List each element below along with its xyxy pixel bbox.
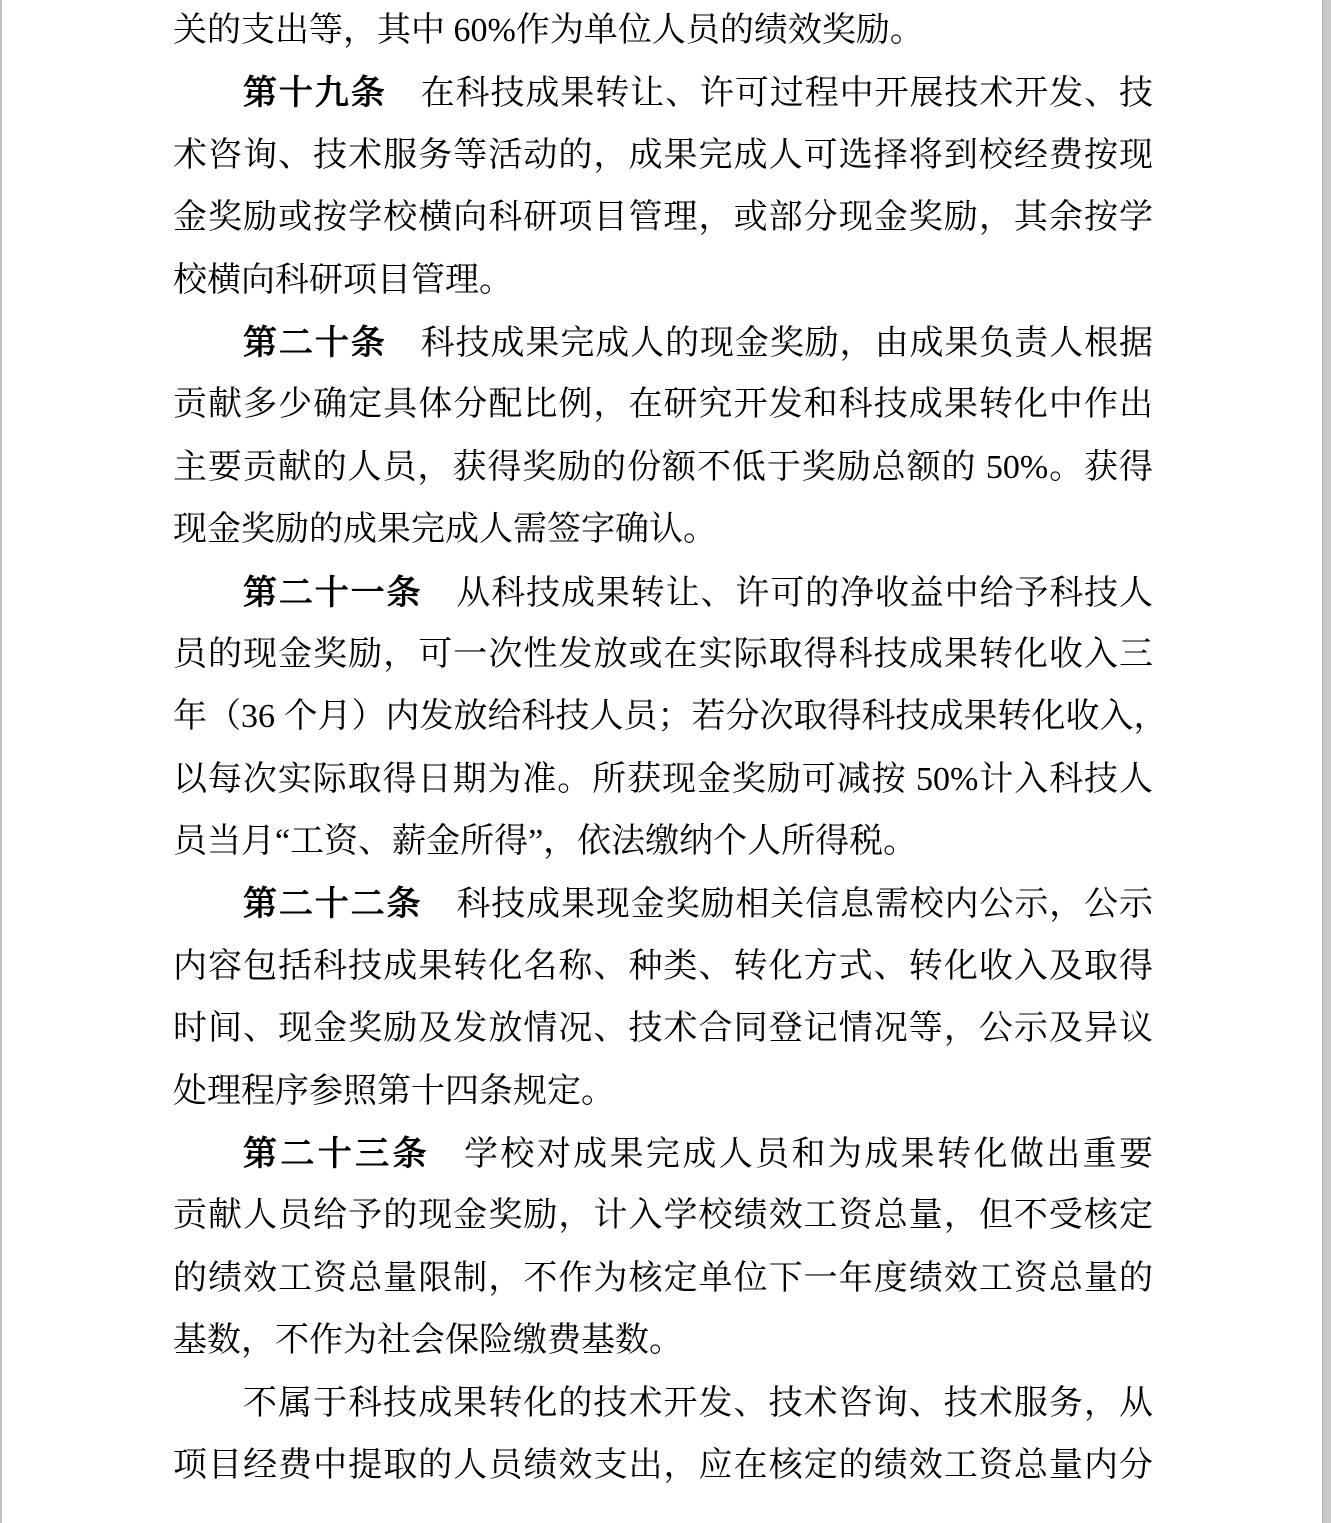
line-text: 从科技成果转让、许可的净收益中给予科技人	[456, 574, 1153, 612]
text-line	[173, 1435, 1153, 1497]
line-text: 现金奖励的成果完成人需签字确认。	[173, 511, 717, 549]
text-line	[173, 1310, 1153, 1372]
line-text: 在科技成果转让、许可过程中开展技术开发、技	[420, 75, 1154, 113]
line-text: 年（36 个月）内发放给科技人员；若分次取得科技成果转化收入，	[173, 698, 1168, 736]
text-line	[173, 562, 1153, 624]
text-line	[173, 187, 1153, 249]
text-line	[173, 0, 1153, 62]
text-line	[173, 125, 1153, 187]
line-text: 贡献多少确定具体分配比例，在研究开发和科技成果转化中作出	[173, 386, 1153, 424]
line-text: 科技成果现金奖励相关信息需校内公示，公示	[456, 886, 1153, 924]
text-line	[173, 998, 1153, 1060]
line-text: 内容包括科技成果转化名称、种类、转化方式、转化收入及取得	[173, 947, 1153, 985]
line-text: 以每次实际取得日期为准。所获现金奖励可减按 50%计入科技人	[173, 760, 1153, 798]
text-line	[173, 1248, 1153, 1310]
text-line	[173, 1061, 1153, 1123]
text-line	[173, 250, 1153, 312]
text-line	[173, 749, 1153, 811]
page-right-edge-strip	[1322, 0, 1331, 1523]
document-text-block	[173, 0, 1168, 1497]
line-text: 不属于科技成果转化的技术开发、技术咨询、技术服务，从	[243, 1384, 1153, 1422]
line-text: 时间、现金奖励及发放情况、技术合同登记情况等，公示及异议	[173, 1010, 1153, 1048]
text-line	[173, 62, 1153, 124]
article-number: 第二十三条	[243, 1135, 430, 1174]
line-text: 主要贡献的人员，获得奖励的份额不低于奖励总额的 50%。获得	[173, 448, 1153, 486]
line-text: 学校对成果完成人员和为成果转化做出重要	[463, 1136, 1154, 1174]
line-text: 术咨询、技术服务等活动的，成果完成人可选择将到校经费按现	[173, 136, 1153, 174]
text-line	[173, 624, 1153, 686]
text-line	[173, 1123, 1153, 1185]
article-number: 第二十条	[243, 323, 387, 362]
article-number: 第二十二条	[243, 885, 423, 924]
line-text: 贡献人员给予的现金奖励，计入学校绩效工资总量，但不受核定	[173, 1197, 1153, 1235]
line-text: 的绩效工资总量限制，不作为核定单位下一年度绩效工资总量的	[173, 1259, 1153, 1297]
line-text: 员的现金奖励，可一次性发放或在实际取得科技成果转化收入三	[173, 635, 1153, 673]
line-text: 基数，不作为社会保险缴费基数。	[173, 1322, 683, 1360]
text-line	[173, 1185, 1153, 1247]
text-line	[173, 499, 1153, 561]
line-text: 科技成果完成人的现金奖励，由成果负责人根据	[420, 324, 1154, 362]
line-text: 金奖励或按学校横向科研项目管理，或部分现金奖励，其余按学	[173, 199, 1153, 237]
text-line	[173, 873, 1153, 935]
line-text: 项目经费中提取的人员绩效支出，应在核定的绩效工资总量内分	[173, 1446, 1153, 1484]
page-left-edge-line	[0, 0, 2, 1523]
text-line	[173, 312, 1153, 374]
text-line	[173, 936, 1153, 998]
text-line	[173, 686, 1168, 748]
text-line	[173, 1373, 1153, 1435]
line-text: 关的支出等，其中 60%作为单位人员的绩效奖励。	[173, 12, 924, 49]
article-number: 第二十一条	[243, 573, 423, 612]
text-line	[173, 437, 1153, 499]
text-line	[173, 374, 1153, 436]
line-text: 员当月“工资、薪金所得”，依法缴纳个人所得税。	[173, 823, 918, 861]
line-text: 校横向科研项目管理。	[173, 261, 513, 299]
article-number: 第十九条	[243, 74, 387, 113]
line-text: 处理程序参照第十四条规定。	[173, 1072, 615, 1110]
text-line	[173, 811, 1153, 873]
